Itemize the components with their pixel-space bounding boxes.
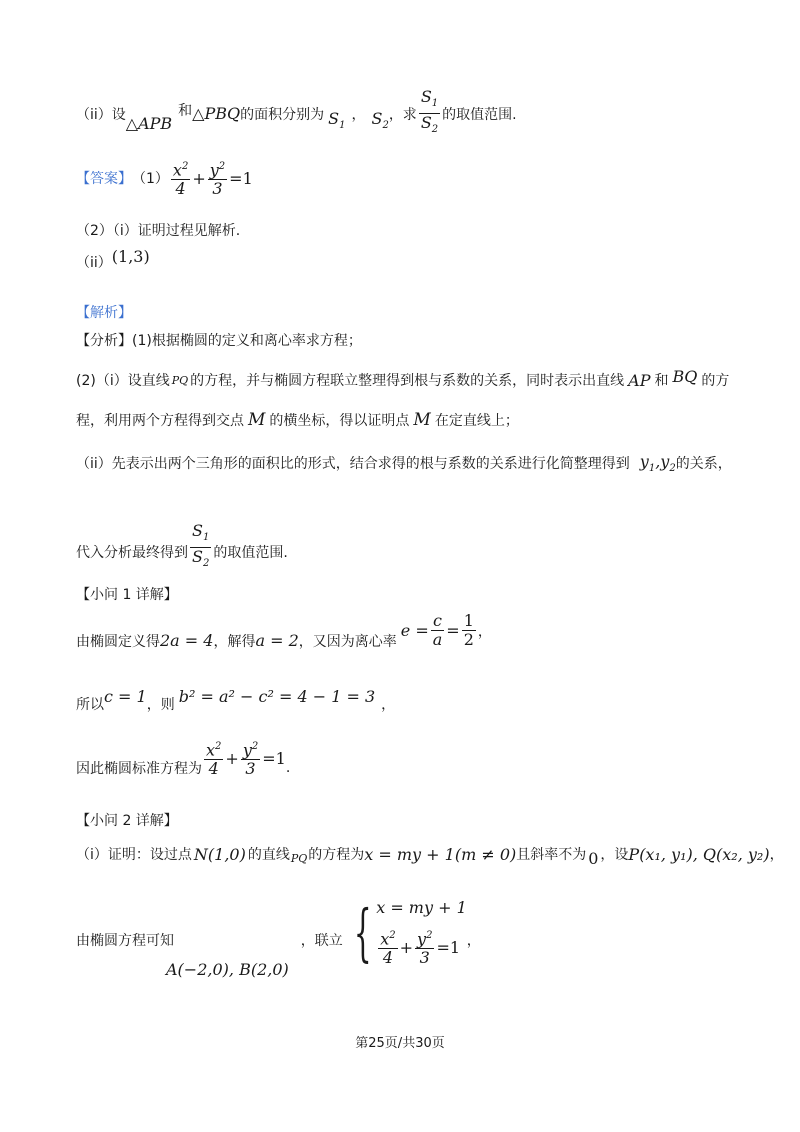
s1-symbol: $S_1$ (328, 108, 346, 131)
equation-system: { x = my + 1 $\frac{x^2}{4}$ + $\frac{y^2}{3}$ =1 (353, 895, 467, 969)
answer-part2ii (76, 246, 150, 272)
analysis-label: 【解析】 (76, 305, 132, 321)
ellipse-frac-x: $\frac{x^2}{4}$ (204, 738, 223, 778)
analysis-line2: (2)（i）设直线 PQ 的方程，并与椭圆方程联立整理得到根与系数的关系，同时表示出直线 AP 和 BQ 的方 (76, 366, 730, 390)
analysis-line3: 程，利用两个方程得到交点 M 的横坐标，得以证明点 M 在定直线上； (76, 410, 519, 430)
question-ii-suffix: 的取值范围. (442, 106, 517, 123)
triangle-pbq: △PBQ (192, 104, 241, 124)
answer-line (76, 158, 253, 198)
s2-symbol: $S_2$ (371, 108, 389, 131)
question-ii-prefix: （ii）设 (76, 106, 126, 123)
detail1-line1: 由椭圆定义得 2a = 4 ，解得 a = 2 ，又因为离心率 e = $\frac{c}{a}$ = $\frac{1}{2}$ ， (76, 611, 492, 650)
answer-label: 【答案】 (76, 171, 132, 188)
eccentricity-fraction: $\frac{c}{a}$ (432, 611, 443, 649)
ratio-fraction: $\frac{S_1}{S_2}$ (420, 87, 439, 136)
detail1-line3: 因此椭圆标准方程为 $\frac{x^2}{4}$ + $\frac{y^2}{3}$ =1 . (76, 738, 290, 778)
ellipse-frac-y: $\frac{y^2}{3}$ (241, 738, 260, 778)
triangle-apb: △APB (125, 114, 173, 134)
detail2-label: 【小问 2 详解】 (76, 813, 178, 829)
answer-frac-y: $\frac{y^2}{3}$ (208, 158, 227, 198)
detail1-line2: 所以 c = 1 ，则 b² = a² − c² = 4 − 1 = 3 ， (76, 686, 396, 713)
question-ii-comma: ， (351, 106, 366, 123)
question-ii-text2: 的面积分别为 (240, 106, 325, 123)
analysis-fenxi: 【分析】(1)根据椭圆的定义和离心率求方程； (76, 333, 362, 349)
detail2-line2: 由椭圆方程可知 A(−2,0), B(2,0) ，联立 { x = my + 1 $\frac{x^2}{4}$ + $\frac{y^2}{3}$ =1 ， (76, 895, 481, 979)
analysis-line5: 代入分析最终得到 $\frac{S_1}{S_2}$ 的取值范围. (76, 522, 288, 573)
question-ii-and: 和 (178, 102, 193, 119)
answer-part1: （1） (132, 171, 169, 188)
detail1-label: 【小问 1 详解】 (76, 587, 178, 603)
answer-part2ii-label: （ii） (76, 255, 112, 271)
analysis-ratio-fraction: $\frac{S_1}{S_2}$ (192, 521, 210, 570)
question-ii-ask: ，求 (388, 106, 417, 123)
analysis-line4: （ii）先表示出两个三角形的面积比的形式，结合求得的根与系数的关系进行化简整理得到 $y_1,y_2$ 的关系， (76, 452, 732, 475)
answer-part2: （2）（i）证明过程见解析. (76, 223, 241, 239)
answer-plus: + (192, 168, 206, 188)
answer-eq1: =1 (229, 168, 253, 188)
question-ii (76, 88, 517, 139)
answer-frac-x: $\frac{x^2}{4}$ (171, 158, 190, 198)
page-footer: 第25页/共30页 (355, 1036, 445, 1051)
one-half-fraction: $\frac{1}{2}$ (463, 611, 474, 649)
detail2-line1: （i）证明：设过点 N(1,0) 的直线 PQ 的方程为 x = my + 1(m ≠ 0) 且斜率不为 0 ，设 P(x₁, y₁), Q(x₂, y₂) ， (76, 844, 784, 868)
answer-part2ii-value: (1,3) (111, 246, 150, 266)
